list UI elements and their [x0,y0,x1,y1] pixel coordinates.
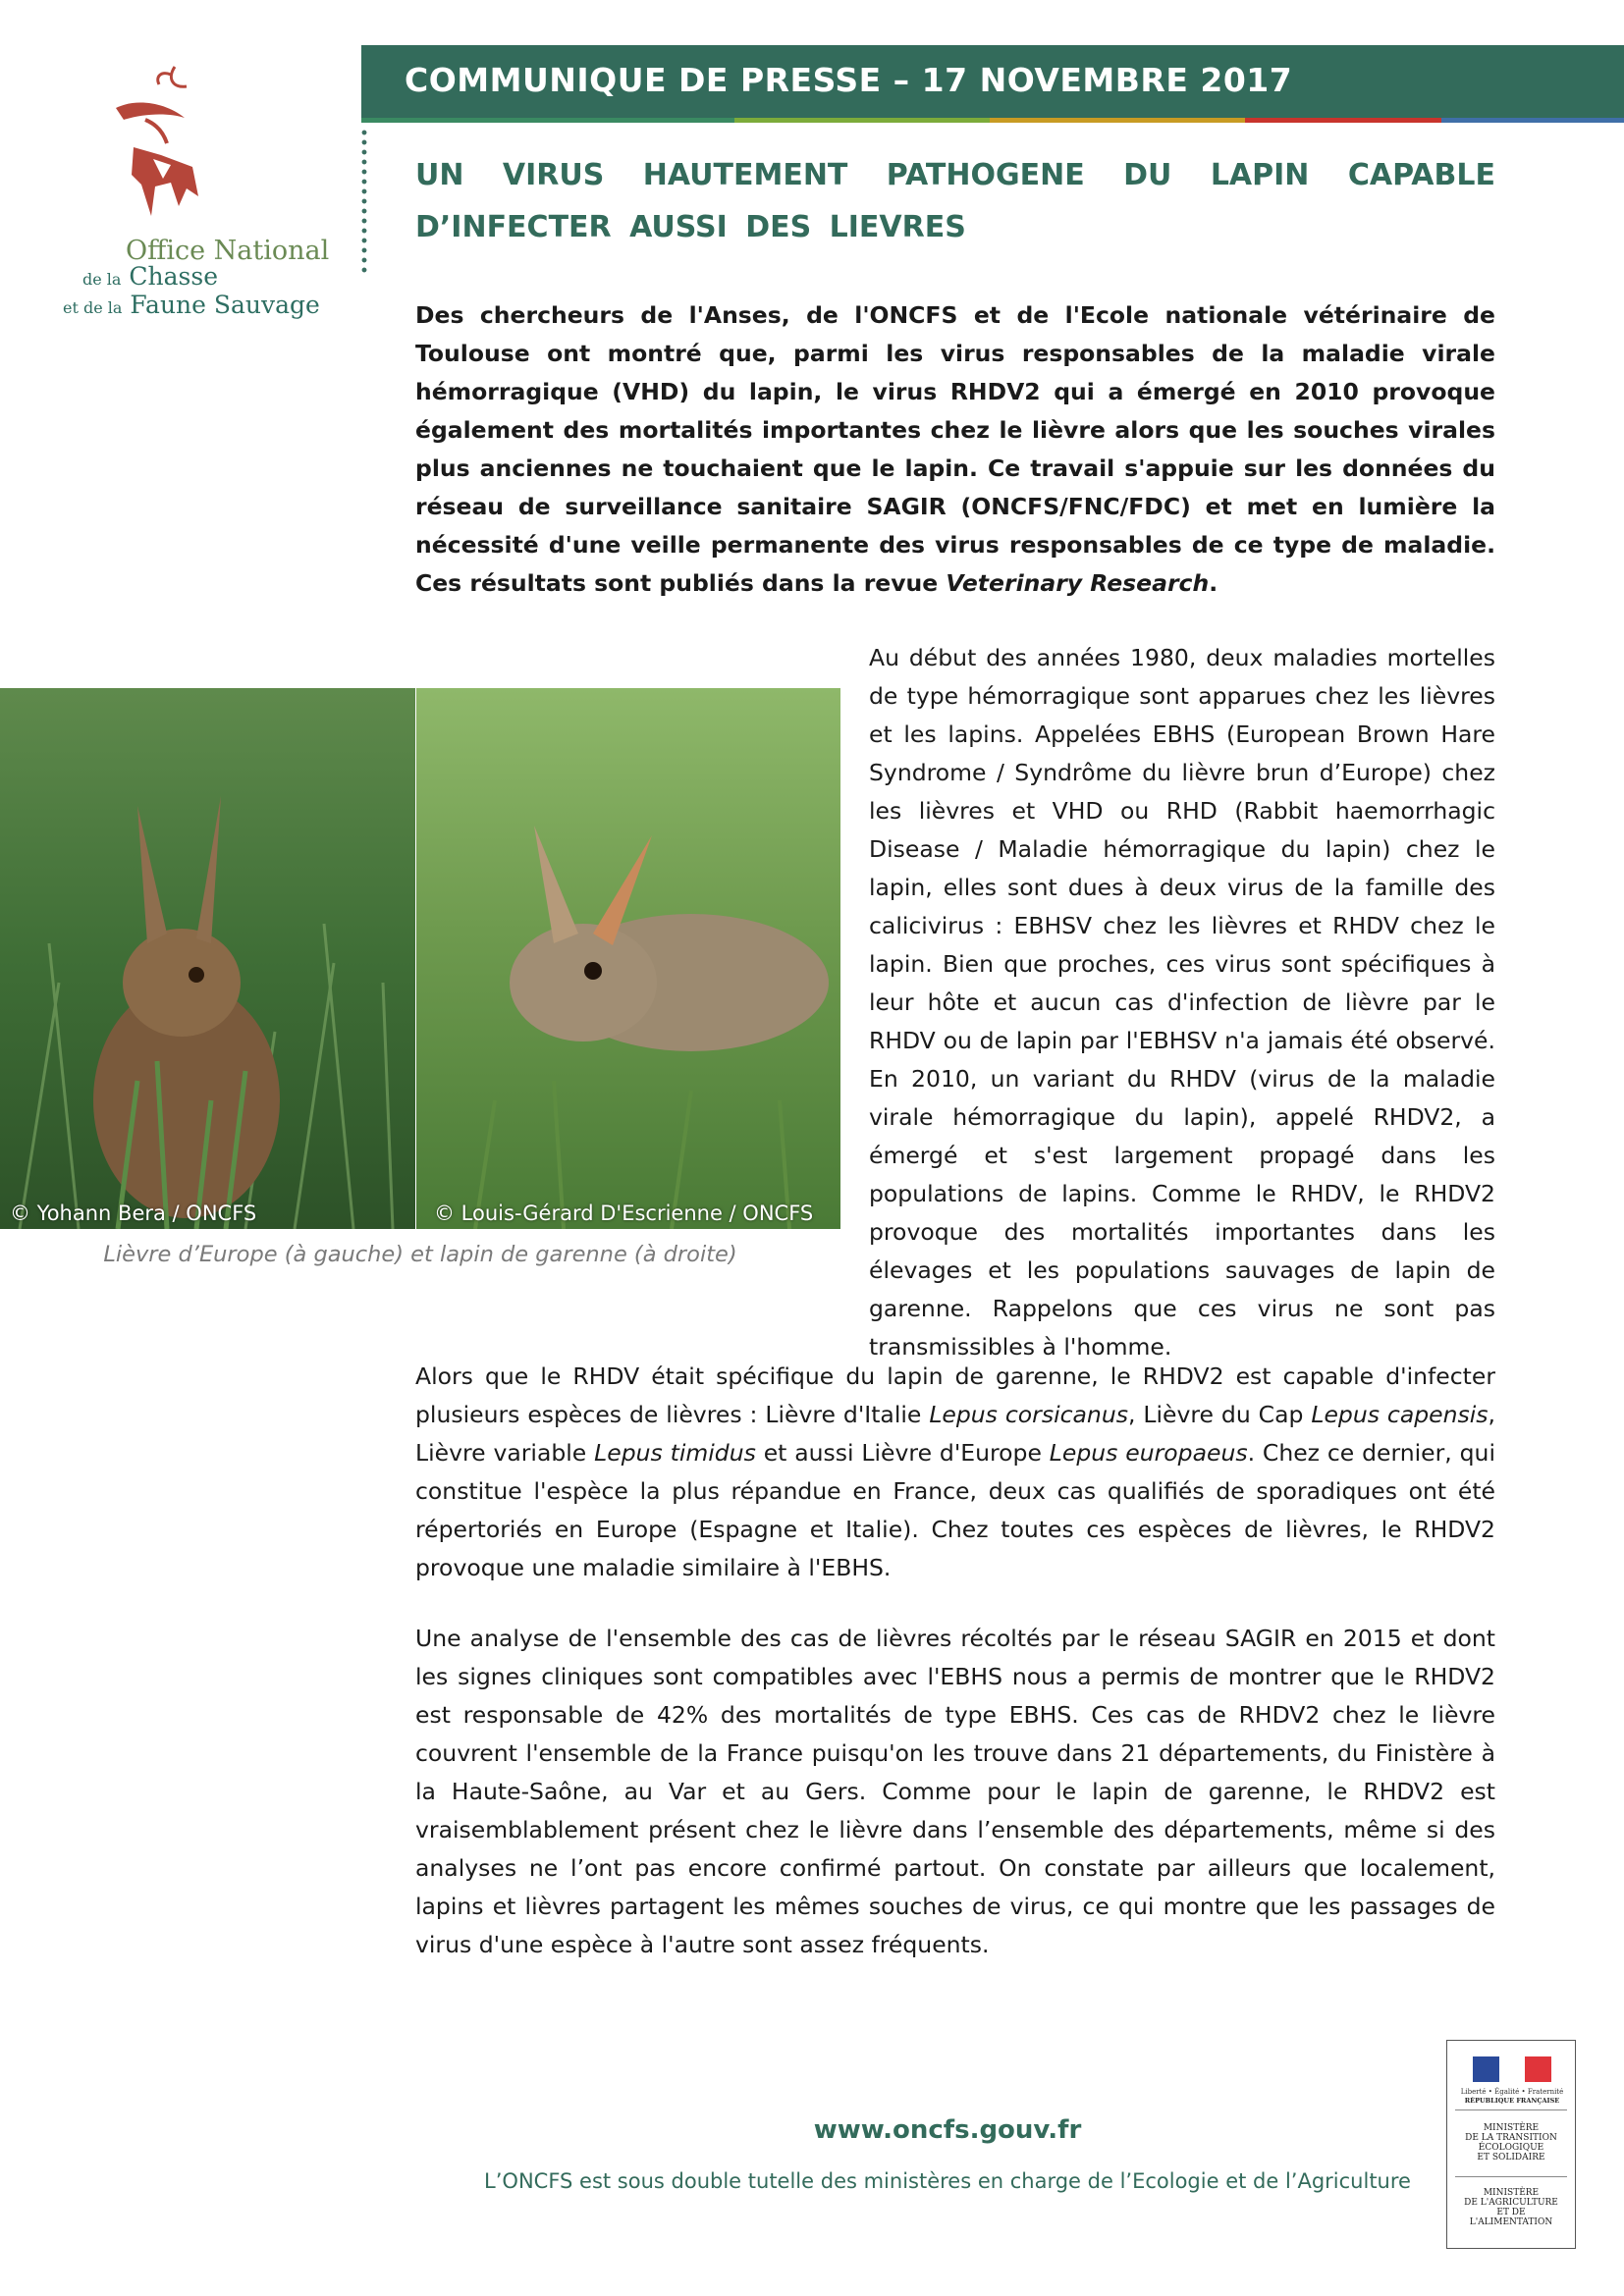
paragraph-analysis: Une analyse de l'ensemble des cas de lièvres récoltés par le réseau SAGIR en 2015 et dont les signes cliniques sont compatibles avec l'EBHS nous a permis de montrer que le RHDV2 est responsable de 42% des mortalités de type EBHS. Ces cas de RHDV2 chez le lièvre couvrent l'ensemble de la France puisqu'on les trouve dans 21 départements, du Finistère à la Haute-Saône, au Var et au Gers. Comme pour le lapin de garenne, le RHDV2 est vraisemblablement présent chez le lièvre dans l’ensemble des départements, même si des analyses ne l’ont pas encore confirmé partout. On constate par ailleurs que localement, lapins et lièvres partagent les mêmes souches de virus, ce qui montre que les passages de virus d'une espèce à l'autre sont assez fréquents. [415,1625,1495,1958]
ministry-ecology: MINISTÈRE DE LA TRANSITION ÉCOLOGIQUE ET SOLIDAIRE [1465,2123,1557,2163]
rf-title: RÉPUBLIQUE FRANÇAISE [1464,2097,1560,2105]
p2-text-c: , Lièvre variable [415,1401,1496,1467]
deer-logo-icon [77,59,224,236]
p2-text-b: , Lièvre du Cap [1127,1401,1312,1428]
hare-photo [0,688,415,1229]
species-capensis: Lepus capensis [1311,1401,1489,1428]
oncfs-logo [57,59,330,334]
website-link[interactable]: www.oncfs.gouv.fr [813,2115,1082,2145]
headline: UN VIRUS HAUTEMENT PATHOGENE DU LAPIN CAPABLE D’INFECTER AUSSI DES LIEVRES [415,158,1495,244]
footer-note: L’ONCFS est sous double tutelle des ministères en charge de l’Ecologie et de l’Agriculture [484,2169,1411,2193]
logo-line2-big: Chasse [129,262,218,291]
lead-end: . [1209,569,1218,597]
photo-panel [0,688,840,1229]
rf-divider-1 [1455,2109,1567,2110]
republique-francaise-logo [1446,2040,1576,2249]
logo-line3 [63,291,357,319]
stripe-2 [734,118,990,123]
species-timidus: Lepus timidus [594,1439,756,1467]
species-europaeus: Lepus europaeus [1049,1439,1248,1467]
logo-line3-small: et de la [63,298,123,317]
french-flag-icon [1473,2056,1551,2082]
rf-divider-2 [1455,2176,1567,2177]
hare-image [0,688,415,1229]
photo-credit-right: © Louis-Gérard D'Escrienne / ONCFS [434,1201,814,1225]
photo-caption: Lièvre d’Europe (à gauche) et lapin de garenne (à droite) [103,1242,737,1267]
lead-paragraph [415,296,1495,603]
p2-text-e: . Chez ce dernier, qui constitue l'espèce la plus répandue en France, deux cas qualifiés de sporadiques ont été répertoriés en Europe (Espagne et Italie). Chez toutes ces espèces de lièvres, le RHDV2 provoque une maladie similaire à l'EBHS. [415,1439,1495,1581]
stripe-3 [990,118,1245,123]
rabbit-image [416,688,840,1229]
lead-text: Des chercheurs de l'Anses, de l'ONCFS et de l'Ecole nationale vétérinaire de Toulouse ont montré que, parmi les virus responsables de la maladie virale hémorragique (VHD) du lapin, le virus RHDV2 qui a émergé en 2010 provoque également des mortalités importantes chez le lièvre alors que les souches virales plus anciennes ne touchaient que le lapin. Ce travail s'appuie sur les données du réseau de surveillance sanitaire SAGIR (ONCFS/FNC/FDC) et met en lumière la nécessité d'une veille permanente des virus responsables de ce type de maladie. Ces résultats sont publiés dans la revue [415,301,1495,597]
stripe-4 [1245,118,1441,123]
stripe-5 [1441,118,1624,123]
paragraph-species [415,1358,1495,1587]
p2-text-d: et aussi Lièvre d'Europe [755,1439,1050,1467]
logo-line2-small: de la [82,270,122,289]
logo-line2 [82,262,377,291]
rf-motto: Liberté • Égalité • Fraternité [1460,2088,1564,2096]
banner-color-stripes [361,118,1624,123]
paragraph-history: Au début des années 1980, deux maladies mortelles de type hémorragique sont apparues chez les lièvres et les lapins. Appelées EBHS (European Brown Hare Syndrome / Syndrôme du lièvre brun d’Europe) chez les lièvres et VHD ou RHD (Rabbit haemorrhagic Disease / Maladie hémorragique du lapin) chez le lapin, elles sont dues à deux virus de la famille des calicivirus : EBHSV chez les lièvres et RHDV chez le lapin. Bien que proches, ces virus sont spécifiques à leur hôte et aucun cas d'infection de lièvre par le RHDV ou de lapin par l'EBHSV n'a jamais été observé. En 2010, un variant du RHDV (virus de la maladie virale hémorragique du lapin), appelé RHDV2, a émergé et s'est largement propagé dans les populations de lapins. Comme le RHDV, le RHDV2 provoque des mortalités importantes dans les élevages et les populations sauvages de lapin de garenne. Rappelons que ces virus ne sont pas transmissibles à l'homme. [869,644,1495,1361]
logo-line3-big: Faune Sauvage [130,291,320,319]
ministry-agriculture: MINISTÈRE DE L'AGRICULTURE ET DE L'ALIMENTATION [1464,2188,1558,2227]
dotted-divider [361,128,367,275]
species-corsicanus: Lepus corsicanus [929,1401,1128,1428]
p2-text-a: Alors que le RHDV était spécifique du lapin de garenne, le RHDV2 est capable d'infecter plusieurs espèces de lièvres : Lièvre d'Italie [415,1362,1495,1428]
rabbit-photo [416,688,840,1229]
stripe-1 [361,118,734,123]
photo-credit-left: © Yohann Bera / ONCFS [10,1201,257,1225]
logo-line1: Office National [126,236,330,266]
lead-journal: Veterinary Research [946,569,1210,597]
press-release-banner: COMMUNIQUE DE PRESSE – 17 NOVEMBRE 2017 [361,45,1624,118]
